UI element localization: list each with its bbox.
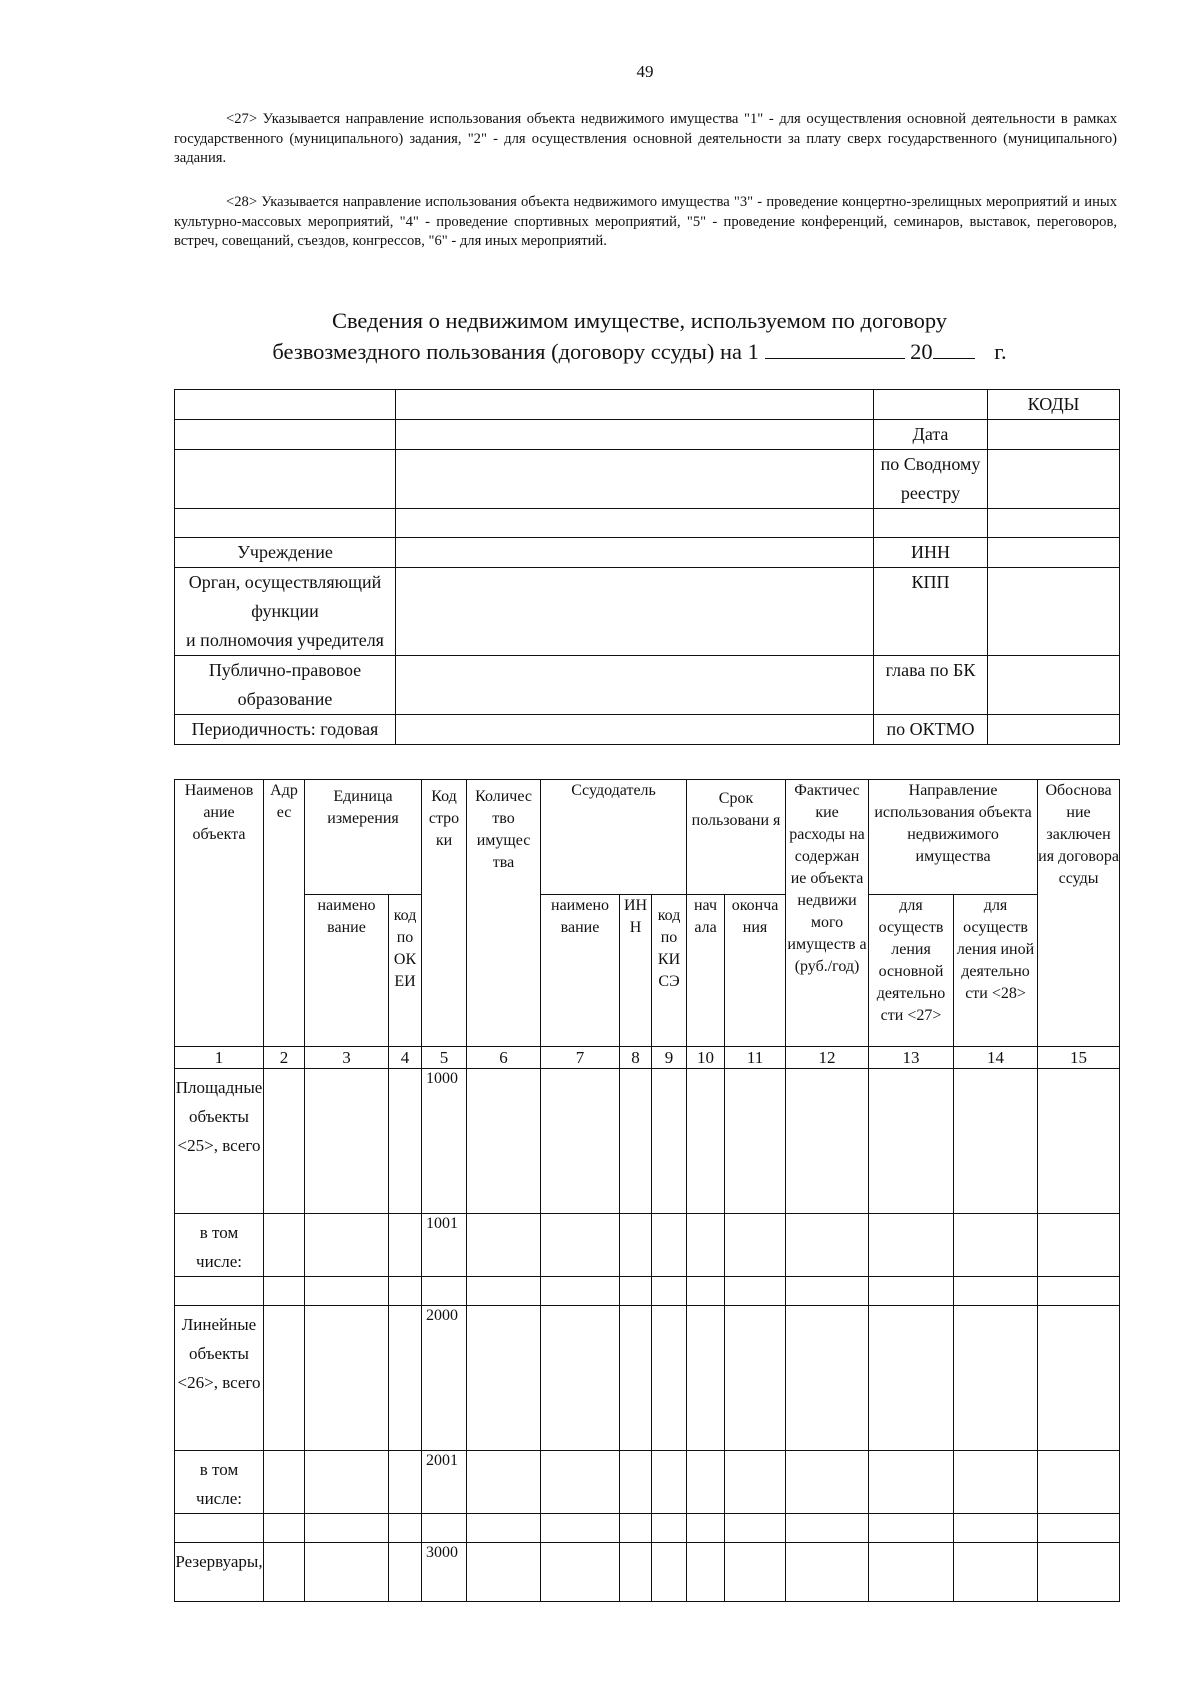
column-number: 12: [786, 1047, 869, 1069]
table-cell[interactable]: [264, 1277, 305, 1306]
row-label: Резервуары,: [175, 1543, 264, 1602]
bk-chapter-code-field[interactable]: [988, 656, 1120, 715]
oktmo-label: по ОКТМО: [874, 715, 988, 745]
table-cell[interactable]: [687, 1543, 725, 1602]
table-cell[interactable]: [687, 1514, 725, 1543]
table-cell[interactable]: [954, 1543, 1038, 1602]
table-cell[interactable]: [869, 1451, 954, 1514]
table-cell[interactable]: [620, 1543, 652, 1602]
table-cell[interactable]: [264, 1306, 305, 1451]
table-cell[interactable]: [1038, 1514, 1120, 1543]
kpp-code-field[interactable]: [988, 568, 1120, 656]
public-entity-label: [175, 656, 396, 715]
table-cell[interactable]: [541, 1277, 620, 1306]
table-row: [175, 1543, 1120, 1602]
kpp-label: КПП: [874, 568, 988, 656]
date-code-field[interactable]: [988, 420, 1120, 450]
table-cell[interactable]: [1038, 1451, 1120, 1514]
table-cell[interactable]: [620, 1277, 652, 1306]
table-cell[interactable]: [305, 1306, 389, 1451]
row-code: 3000: [422, 1543, 467, 1602]
table-cell[interactable]: [305, 1514, 389, 1543]
table-cell[interactable]: [786, 1543, 869, 1602]
form-title-year-prefix: 20: [910, 339, 933, 364]
row-label: [175, 1514, 264, 1543]
table-cell[interactable]: [687, 1069, 725, 1214]
table-cell[interactable]: [467, 1514, 541, 1543]
table-cell[interactable]: [1038, 1277, 1120, 1306]
col-header-justification: Обоснова ние заключен ия договора ссуды: [1038, 780, 1120, 1047]
inn-code-field[interactable]: [988, 538, 1120, 568]
col-header-line-code: Код стро ки: [422, 780, 467, 1047]
row-label: [175, 1277, 264, 1306]
footnote-28: [174, 193, 1117, 252]
col-header-lender-name: наимено вание: [541, 895, 620, 1047]
column-number: 13: [869, 1047, 954, 1069]
requisites-cell: [396, 450, 874, 509]
table-cell[interactable]: [652, 1306, 687, 1451]
table-cell[interactable]: [954, 1514, 1038, 1543]
public-entity-line1: Публично-правовое: [208, 660, 362, 680]
table-cell[interactable]: [389, 1514, 422, 1543]
form-title-prefix: безвозмездного пользования (договору ссуды) на 1: [272, 339, 759, 364]
table-cell[interactable]: [786, 1514, 869, 1543]
row-code: [422, 1277, 467, 1306]
bk-chapter-label: глава по БК: [874, 656, 988, 715]
requisites-cell: [175, 450, 396, 509]
year-blank[interactable]: [933, 336, 975, 359]
table-cell[interactable]: [467, 1451, 541, 1514]
column-number: 15: [1038, 1047, 1120, 1069]
row-code: 2000: [422, 1306, 467, 1451]
table-cell[interactable]: [954, 1277, 1038, 1306]
codes-header: КОДЫ: [988, 390, 1120, 420]
requisites-table: [174, 389, 1120, 745]
public-entity-line2: образование: [237, 689, 333, 709]
table-cell[interactable]: [725, 1543, 786, 1602]
table-cell[interactable]: [541, 1543, 620, 1602]
oktmo-code-field[interactable]: [988, 715, 1120, 745]
requisites-cell: [396, 420, 874, 450]
summary-registry-label: [874, 450, 988, 509]
column-number: 3: [305, 1047, 389, 1069]
col-header-unit-code: код по ОК ЕИ: [389, 895, 422, 1047]
table-cell[interactable]: [264, 1214, 305, 1277]
public-entity-field[interactable]: [396, 656, 874, 715]
summary-registry-line1: по Сводному: [880, 454, 981, 474]
col-header-unit-name: наимено вание: [305, 895, 389, 1047]
column-number: 7: [541, 1047, 620, 1069]
col-header-address: Адр ес: [264, 780, 305, 1047]
table-row: [175, 1214, 1120, 1277]
column-number: 4: [389, 1047, 422, 1069]
table-cell[interactable]: [869, 1514, 954, 1543]
table-row: [175, 1514, 1120, 1543]
table-cell[interactable]: [725, 1069, 786, 1214]
founder-line1: Орган, осуществляющий: [188, 572, 382, 592]
table-cell[interactable]: [652, 1543, 687, 1602]
founder-field[interactable]: [396, 568, 874, 656]
table-cell[interactable]: [869, 1069, 954, 1214]
table-cell[interactable]: [786, 1069, 869, 1214]
founder-label: [175, 568, 396, 656]
table-cell[interactable]: [954, 1069, 1038, 1214]
col-header-name: Наименов ание объекта: [175, 780, 264, 1047]
form-title-line1: Сведения о недвижимом имуществе, используемом по договору: [331, 308, 948, 333]
table-cell[interactable]: [687, 1306, 725, 1451]
table-cell[interactable]: [954, 1306, 1038, 1451]
table-cell[interactable]: [467, 1543, 541, 1602]
table-cell[interactable]: [264, 1543, 305, 1602]
row-code: 1001: [422, 1214, 467, 1277]
requisites-cell: [874, 390, 988, 420]
table-cell[interactable]: [687, 1277, 725, 1306]
date-label: Дата: [874, 420, 988, 450]
requisites-cell: [988, 509, 1120, 538]
table-cell[interactable]: [954, 1451, 1038, 1514]
footnote-27: [174, 110, 1117, 169]
table-cell[interactable]: [305, 1069, 389, 1214]
page-number: 49: [636, 62, 654, 81]
requisites-cell: [175, 509, 396, 538]
table-cell[interactable]: [725, 1451, 786, 1514]
table-cell[interactable]: [305, 1451, 389, 1514]
table-cell[interactable]: [652, 1514, 687, 1543]
table-cell[interactable]: [389, 1306, 422, 1451]
col-header-term: Срок пользовани я: [687, 780, 786, 895]
requisites-cell: [396, 390, 874, 420]
row-label: Площадные объекты <25>, всего: [175, 1069, 264, 1214]
table-cell[interactable]: [541, 1514, 620, 1543]
table-cell[interactable]: [467, 1214, 541, 1277]
table-row: [175, 1069, 1120, 1214]
table-cell[interactable]: [1038, 1543, 1120, 1602]
col-header-unit: Единица измерения: [305, 780, 422, 895]
column-number-row: [175, 1047, 1120, 1069]
table-cell[interactable]: [389, 1069, 422, 1214]
table-cell[interactable]: [725, 1214, 786, 1277]
table-cell[interactable]: [652, 1277, 687, 1306]
footnote-28-text: <28> Указывается направление использования объекта недвижимого имущества "3" - проведение концертно-зрелищных мероприятий и иных культурно-массовых мероприятий, "4" - проведение спортивных мероприятий, "5" - проведение конференций, семинаров, выставок, переговоров, встреч, совещаний, съездов, конгрессов, "6" - для иных мероприятий.: [174, 194, 1117, 249]
table-cell[interactable]: [389, 1277, 422, 1306]
table-cell[interactable]: [305, 1214, 389, 1277]
table-cell[interactable]: [264, 1451, 305, 1514]
column-number: 14: [954, 1047, 1038, 1069]
row-code: [422, 1514, 467, 1543]
table-cell[interactable]: [652, 1451, 687, 1514]
table-cell[interactable]: [687, 1451, 725, 1514]
table-cell[interactable]: [264, 1069, 305, 1214]
form-title-line2: [168, 336, 1111, 367]
table-cell[interactable]: [467, 1277, 541, 1306]
institution-label: Учреждение: [175, 538, 396, 568]
table-cell[interactable]: [687, 1214, 725, 1277]
col-header-term-start: нач ала: [687, 895, 725, 1047]
property-table: [174, 779, 1120, 1602]
table-cell[interactable]: [1038, 1306, 1120, 1451]
table-row: [175, 1451, 1120, 1514]
column-number: 2: [264, 1047, 305, 1069]
row-label: в том числе:: [175, 1451, 264, 1514]
table-cell[interactable]: [305, 1277, 389, 1306]
column-number: 6: [467, 1047, 541, 1069]
col-header-term-end: оконча ния: [725, 895, 786, 1047]
requisites-cell: [175, 390, 396, 420]
periodicity-field[interactable]: [396, 715, 874, 745]
table-cell[interactable]: [305, 1543, 389, 1602]
row-label: Линейные объекты <26>, всего: [175, 1306, 264, 1451]
column-number: 10: [687, 1047, 725, 1069]
table-cell[interactable]: [467, 1306, 541, 1451]
col-header-lender: Ссудодатель: [541, 780, 687, 895]
table-cell[interactable]: [541, 1214, 620, 1277]
col-header-direction: Направление использования объекта недвижимого имущества: [869, 780, 1038, 895]
table-cell[interactable]: [389, 1451, 422, 1514]
table-cell[interactable]: [620, 1451, 652, 1514]
table-cell[interactable]: [786, 1214, 869, 1277]
column-number: 1: [175, 1047, 264, 1069]
summary-registry-code-field[interactable]: [988, 450, 1120, 509]
table-cell[interactable]: [869, 1277, 954, 1306]
form-title-suffix: г.: [994, 339, 1007, 364]
table-cell[interactable]: [869, 1543, 954, 1602]
table-cell[interactable]: [652, 1214, 687, 1277]
table-cell[interactable]: [1038, 1069, 1120, 1214]
col-header-direction-main: для осуществ ления основной деятельно сти <27>: [869, 895, 954, 1047]
col-header-lender-inn: ИН Н: [620, 895, 652, 1047]
summary-registry-line2: реестру: [900, 483, 961, 503]
table-cell[interactable]: [1038, 1214, 1120, 1277]
requisites-cell: [175, 420, 396, 450]
institution-field[interactable]: [396, 538, 874, 568]
founder-line3: и полномочия учредителя: [186, 630, 384, 650]
inn-label: ИНН: [874, 538, 988, 568]
row-code: 1000: [422, 1069, 467, 1214]
periodicity-label: Периодичность: годовая: [175, 715, 396, 745]
table-cell[interactable]: [620, 1214, 652, 1277]
table-cell[interactable]: [541, 1451, 620, 1514]
founder-line2: функции: [251, 601, 319, 621]
table-cell[interactable]: [620, 1514, 652, 1543]
table-cell[interactable]: [620, 1306, 652, 1451]
requisites-cell: [396, 509, 874, 538]
table-cell[interactable]: [620, 1069, 652, 1214]
table-cell[interactable]: [869, 1306, 954, 1451]
table-cell[interactable]: [725, 1306, 786, 1451]
column-number: 11: [725, 1047, 786, 1069]
table-row: [175, 1306, 1120, 1451]
row-code: 2001: [422, 1451, 467, 1514]
table-cell[interactable]: [954, 1214, 1038, 1277]
column-number: 9: [652, 1047, 687, 1069]
column-number: 5: [422, 1047, 467, 1069]
date-blank[interactable]: [765, 336, 905, 359]
table-row: [175, 1277, 1120, 1306]
col-header-lender-code: код по КИ СЭ: [652, 895, 687, 1047]
table-cell[interactable]: [389, 1543, 422, 1602]
footnote-27-text: <27> Указывается направление использования объекта недвижимого имущества "1" - для осуществления основной деятельности в рамках государственного (муниципального) задания, "2" - для осуществления основной деятельности за плату сверх государственного (муниципального) задания.: [174, 111, 1117, 166]
table-cell[interactable]: [786, 1306, 869, 1451]
table-cell[interactable]: [541, 1306, 620, 1451]
table-cell[interactable]: [652, 1069, 687, 1214]
table-cell[interactable]: [264, 1514, 305, 1543]
row-label: в том числе:: [175, 1214, 264, 1277]
table-cell[interactable]: [786, 1277, 869, 1306]
col-header-expenses: Фактичес кие расходы на содержан ие объекта недвижи мого имуществ а (руб./год): [786, 780, 869, 1047]
table-cell[interactable]: [389, 1214, 422, 1277]
table-cell[interactable]: [869, 1214, 954, 1277]
table-cell[interactable]: [786, 1451, 869, 1514]
table-cell[interactable]: [725, 1277, 786, 1306]
table-cell[interactable]: [541, 1069, 620, 1214]
table-cell[interactable]: [467, 1069, 541, 1214]
table-cell[interactable]: [725, 1514, 786, 1543]
column-number: 8: [620, 1047, 652, 1069]
col-header-direction-other: для осуществ ления иной деятельно сти <28>: [954, 895, 1038, 1047]
col-header-quantity: Количес тво имущес тва: [467, 780, 541, 1047]
requisites-cell: [874, 509, 988, 538]
